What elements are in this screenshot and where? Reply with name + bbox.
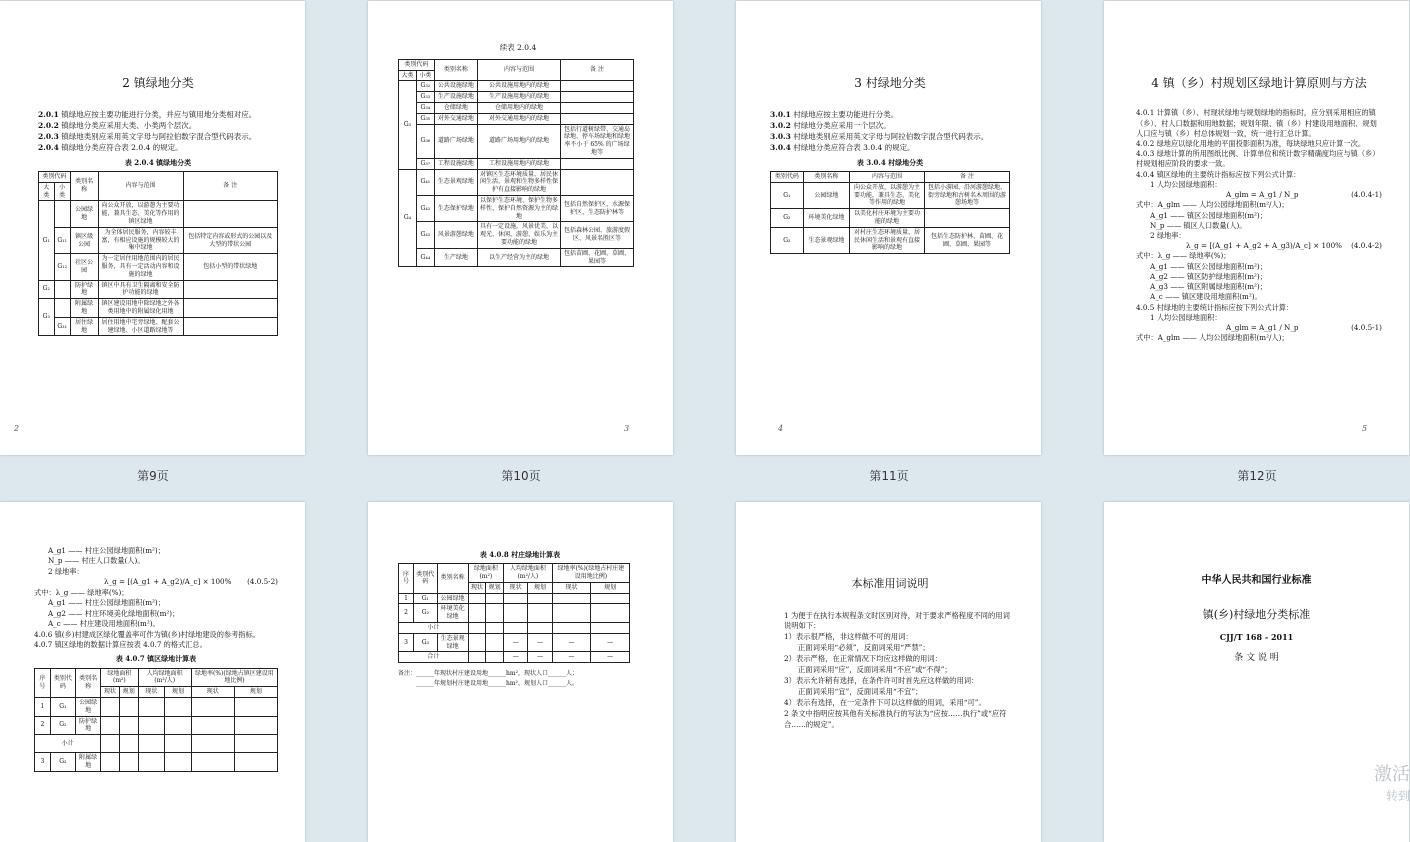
page-16[interactable]	[1104, 502, 1409, 842]
clause: 4.0.4 镇区绿地的主要统计指标应按下列公式计算：	[1136, 169, 1301, 179]
page-number: 3	[624, 424, 630, 433]
variable-def: A_g1 —— 镇区公园绿地面积(m²)；	[1150, 210, 1267, 220]
table-header: 绿地面积(m²)	[468, 564, 503, 583]
table-row: 1 G₁ 公园绿地	[399, 593, 630, 604]
table-header: 类别代码	[50, 668, 75, 697]
clause: 3.0.3 村绿地类别应采用英文字母与阿拉伯数字混合型代码表示。	[770, 132, 989, 142]
table-header: 大类	[399, 70, 417, 81]
variable-def: A_g2 —— 镇区防护绿地面积(m²)；	[1150, 271, 1267, 281]
table-row: G₃₆ 道路广场绿地 道路广场用地内的绿地 包括行道树绿带、交通岛绿地、停车场绿地和绿地率不小于 65% 的广场绿地等	[399, 124, 634, 158]
page-number: 4	[778, 424, 784, 433]
variable-def: 式中：λ_g —— 绿地率(%)；	[34, 587, 129, 597]
clause: 4.0.7 镇区绿地的数据计算应按表 4.0.7 的格式汇总。	[34, 639, 207, 649]
item: 1 人均公园绿地面积：	[1150, 179, 1222, 189]
variable-def: A_g1 —— 村庄公园绿地面积(m²)；	[48, 598, 165, 608]
table-row: G₃₇ 工程设施绿地 工程设施用地内的绿地	[399, 158, 634, 169]
town-green-calc-table: 序号 类别代码 类别名称 绿地面积(m²) 人均绿地面积(m²/人) 绿地率(%)(绿地占镇区建设用地比例) 现状 规划 现状 规划 现状 规划 1 G₁ 公园绿地 2 G₂ 防护绿地 小计 3 G₃ 附属绿地	[34, 668, 278, 772]
table-row: G₃₃ 生产设施绿地 生产设施用地内的绿地	[399, 92, 634, 103]
table-note: 备注：______年现状村庄建设用地______hm²，现状人口______人；	[398, 670, 578, 678]
table-header: 绿地率(%)(绿地占镇区建设用地比例)	[191, 668, 277, 687]
table-row: 合计 — — — —	[399, 652, 630, 663]
variable-def: A_c —— 村庄建设用地面积(m²)。	[48, 619, 160, 629]
variable-def: A_g1 —— 镇区公园绿地面积(m²)；	[1150, 261, 1267, 271]
table-row: G₃ 附属绿地 镇区建设用地中除绿地之外各类用地中的附属绿化用地	[39, 299, 278, 318]
table-header: 类别名称	[76, 668, 101, 697]
table-header: 人均绿地面积(m²/人)	[504, 564, 553, 583]
page-9[interactable]	[0, 1, 305, 455]
standard-name: 镇(乡)村绿地分类标准	[1202, 607, 1311, 621]
page-caption-10[interactable]: 第10页	[501, 469, 541, 483]
section-subtitle: 条 文 说 明	[1234, 653, 1279, 664]
page-caption-9[interactable]: 第9页	[137, 469, 169, 483]
page-12-title: 4 镇（乡）村规划区绿地计算原则与方法	[1151, 76, 1367, 90]
variable-def: 式中：A_glm —— 人均公园绿地面积(m²/人)；	[1136, 200, 1289, 210]
variable-def: A_g2 —— 村庄环境美化绿地面积(m²)；	[48, 608, 180, 618]
page-15[interactable]	[736, 502, 1041, 842]
table-header: 备 注	[183, 172, 277, 201]
item: 正面词采用“应”，反面词采用“不应”或“不得”；	[798, 665, 952, 675]
variable-def: N_p —— 镇区人口数量(人)。	[1150, 220, 1247, 230]
table-row: G₄ G₄₁ 生态景观绿地 对镇区生态环境质量、居民休闲生活、景观和生物多样性保护有直接影响的绿地	[399, 169, 634, 195]
table-header: 类别名称	[437, 564, 468, 593]
table-header: 序号	[399, 564, 414, 593]
formula: A_glm = A_g1 / N_p (4.0.5-1)	[1226, 322, 1382, 332]
table-header: 内容与范围	[850, 172, 925, 183]
table-header: 类别名称	[70, 172, 98, 201]
table-header: 类别代码	[771, 172, 804, 183]
page-11-title: 3 村绿地分类	[854, 76, 926, 90]
table-row: G₁₁ 镇区级公园 为全体居民服务，内容较丰富，有相应设施的规模较大的集中绿地 包括特定内容或形式的公园以及大型的带状公园	[39, 227, 278, 253]
variable-def: A_c —— 镇区建设用地面积(m²)。	[1150, 292, 1262, 302]
clause: 2 条文中指明应按其他有关标准执行的写法为“应按……执行”或“应符合……的规定”。	[784, 708, 1007, 729]
page-caption-12[interactable]: 第12页	[1237, 469, 1277, 483]
item: 1 人均公园绿地面积：	[1150, 312, 1222, 322]
table-header: 类别代码	[399, 59, 435, 70]
item: 2 绿地率：	[1150, 231, 1186, 241]
table-header: 备 注	[561, 59, 634, 81]
org-title: 中华人民共和国行业标准	[1201, 575, 1312, 586]
variable-def: 式中：A_glm —— 人均公园绿地面积(m²/人)；	[1136, 333, 1289, 343]
formula: λ_g = [(A_g1 + A_g2)/A_c] × 100% (4.0.5-2)	[104, 577, 278, 587]
table-row: 3 G₃ 附属绿地	[35, 753, 278, 772]
page-12[interactable]	[1104, 1, 1409, 455]
variable-def: 式中：λ_g —— 绿地率(%)；	[1136, 251, 1231, 261]
table-row: G₁ 公园绿地 向公众开放，以游憩为主要功能，兼具生态、美化等作用的镇区绿地	[39, 201, 278, 227]
item: 2）表示严格，在正常情况下均应这样做的用词：	[784, 654, 942, 664]
variable-def: A_g1 —— 村庄公园绿地面积(m²)；	[48, 546, 165, 555]
table-row: 小计	[35, 735, 278, 753]
clause: 4.0.1 计算镇（乡）、村现状绿地与规划绿地的指标时，应分别采用相应的镇（乡）、村人口数据和用地数据；规划年限、镇（乡）村建设用地面积、规划人口应与镇（乡）村总体规划一致，统一进行汇总计算。	[1136, 108, 1377, 138]
table-note: ______年规划村庄建设用地______hm²，规划人口______人。	[416, 679, 578, 687]
table-row: G₄₂ 生态保护绿地 以保护生态环境、保护生物多样性、保护自然资源为主的绿地 包括自然保护区、水源保护区、生态防护林等	[399, 196, 634, 222]
table-header: 人均绿地面积(m²/人)	[138, 668, 191, 687]
clause: 1 为便于在执行本规程条文时区别对待，对于要求严格程度不同的用词说明如下：	[784, 610, 1010, 631]
clause: 2.0.2 镇绿地分类应采用大类、小类两个层次。	[38, 121, 197, 131]
table-header: 绿地面积(m²)	[101, 668, 138, 687]
table-row: G₄₄ 生产绿地 以生产经营为主的绿地 包括苗圃、花圃、草圃、果园等	[399, 248, 634, 267]
variable-def: N_p —— 村庄人口数量(人)。	[48, 556, 145, 566]
table-caption: 表 2.0.4 镇绿地分类	[124, 157, 192, 167]
clause: 3.0.2 村绿地分类应采用一个层次。	[770, 121, 891, 131]
table-row: 1 G₁ 公园绿地	[35, 697, 278, 716]
clause: 3.0.4 村绿地分类应符合表 3.0.4 的规定。	[770, 143, 915, 153]
green-space-table	[38, 171, 278, 336]
activation-watermark-sub: 转到	[1385, 789, 1410, 803]
table-row: G₂ 环境美化绿地 以美化村庄环境为主要功能的绿地	[771, 209, 1010, 228]
item: 3）表示允许稍有选择，在条件许可时首先应这样做的用词：	[784, 676, 979, 686]
table-row: G₃ 生态景观绿地 对村庄生态环境质量、居民休闲生活和景观有直接影响的绿地 包括生态防护林、苗圃、花圃、草圃、果园等	[771, 227, 1010, 253]
table-header: 类别代码	[39, 172, 71, 183]
village-green-table	[770, 171, 1010, 254]
green-space-table-continued	[398, 59, 634, 268]
item: 2 绿地率：	[48, 566, 84, 576]
table-row: 2 G₂ 防护绿地	[35, 716, 278, 735]
table-row: 3 G₃ 生态景观绿地 — — — —	[399, 633, 630, 652]
item: 1）表示很严格，非这样做不可的用词：	[784, 632, 913, 642]
clause: 2.0.1 镇绿地应按主要功能进行分类，并应与镇用地分类相对应。	[38, 110, 257, 120]
page-15-title: 本标准用词说明	[851, 577, 929, 590]
table-header: 小类	[54, 182, 70, 201]
table-row: G₃₅ 对外交通绿地 对外交通用地内的绿地	[399, 113, 634, 124]
standard-code: CJJ/T 168 - 2011	[1219, 632, 1294, 643]
page-13[interactable]	[0, 502, 305, 842]
clause: 4.0.3 绿地计算的所用图纸比例、计算单位和统计数字精确度均应与镇（乡）村规划相应阶段的要求一致。	[1136, 149, 1380, 169]
table-header: 序号	[35, 668, 51, 697]
table-header: 绿地率(%)(绿地占村庄建设用地比例)	[552, 564, 629, 583]
page-number: 2	[14, 424, 20, 433]
table-header: 大类	[39, 182, 55, 201]
activation-watermark: 激活	[1374, 764, 1410, 785]
page-9-title: 2 镇绿地分类	[122, 76, 194, 90]
table-header: 类别名称	[434, 59, 477, 81]
table-row: 2 G₂ 环境美化绿地	[399, 604, 630, 623]
page-11[interactable]	[736, 1, 1041, 455]
page-10[interactable]	[368, 1, 673, 455]
table-header: 类别名称	[803, 172, 849, 183]
table-caption: 表 3.0.4 村绿地分类	[856, 157, 924, 167]
page-number: 5	[1362, 424, 1368, 433]
table-header: 类别代码	[414, 564, 438, 593]
clause: 4.0.6 镇(乡)村建成区绿化覆盖率可作为镇(乡)村绿地建设的参考指标。	[34, 629, 260, 639]
table-row: G₁₂ 社区公园 为一定居住用地范围内的居民服务，具有一定活动内容和设施的绿地 包括小型的带状绿地	[39, 254, 278, 280]
clause: 4.0.5 村绿地的主要统计指标应按下列公式计算：	[1136, 302, 1294, 312]
variable-def: A_g3 —— 镇区附属绿地面积(m²)；	[1150, 282, 1267, 292]
formula: A_glm = A_g1 / N_p (4.0.4-1)	[1226, 190, 1382, 200]
item: 正面词采用“宜”，反面词采用“不宜”；	[798, 687, 923, 697]
clause: 3.0.1 村绿地应按主要功能进行分类。	[770, 110, 899, 120]
table-row: G₂ 防护绿地 镇区中具有卫生隔离和安全防护功能的绿地	[39, 280, 278, 299]
item: 正面词采用“必须”，反面词采用“严禁”；	[798, 643, 930, 653]
table-caption: 表 4.0.7 镇区绿地计算表	[115, 654, 197, 664]
table-row: G₃₄ 仓储绿地 仓储用地内的绿地	[399, 103, 634, 114]
table-header: 内容与范围	[98, 172, 183, 201]
table-header: 备 注	[925, 172, 1010, 183]
table-row: 小计	[399, 622, 630, 633]
clause: 2.0.3 镇绿地类别应采用英文字母与阿拉伯数字混合型代码表示。	[38, 132, 257, 142]
formula: λ_g = [(A_g1 + A_g2 + A_g3)/A_c] × 100% (4.0.4-2)	[1186, 241, 1382, 251]
table-header: 内容与范围	[478, 59, 561, 81]
table-header: 小类	[416, 70, 434, 81]
page-14[interactable]	[368, 502, 673, 842]
table-row: G₁ 公园绿地 向公众开放，以游憩为主要功能，兼具生态、美化等作用的绿地 包括小游园、沿河游憩绿地、街旁绿地和古树名木周围的游憩场地等	[771, 182, 1010, 208]
item: 4）表示有选择，在一定条件下可以这样做的用词，采用“可”。	[784, 698, 986, 707]
table-title: 续表 2.0.4	[499, 43, 537, 52]
village-green-calc-table: 序号 类别代码 类别名称 绿地面积(m²) 人均绿地面积(m²/人) 绿地率(%)(绿地占村庄建设用地比例) 现状 规划 现状 规划 现状 规划 1 G₁ 公园绿地 2 G₂ 环境美化绿地 小计 3 G₃ 生态景观绿地 — — — — 合计 — — — —	[398, 563, 630, 663]
table-row: G₃₁ 居住绿地 居住用地中宅旁绿地、配套公建绿地、小区道路绿地等	[39, 317, 278, 336]
clause: 4.0.2 绿地应以绿化用地的平面投影面积为准，每块绿地只应计算一次。	[1136, 139, 1366, 149]
page-caption-11[interactable]: 第11页	[869, 469, 909, 483]
clause: 2.0.4 镇绿地分类应符合表 2.0.4 的规定。	[38, 143, 183, 153]
table-row: G₄₃ 风景游憩绿地 具有一定设施，风景优美，以观光、休闲、游憩、娱乐为主要功能的绿地 包括森林公园、旅游度假区、风景名胜区等	[399, 222, 634, 248]
table-row: G₃ G₃₂ 公共设施绿地 公共设施用地内的绿地	[399, 81, 634, 92]
table-caption: 表 4.0.8 村庄绿地计算表	[479, 550, 561, 559]
